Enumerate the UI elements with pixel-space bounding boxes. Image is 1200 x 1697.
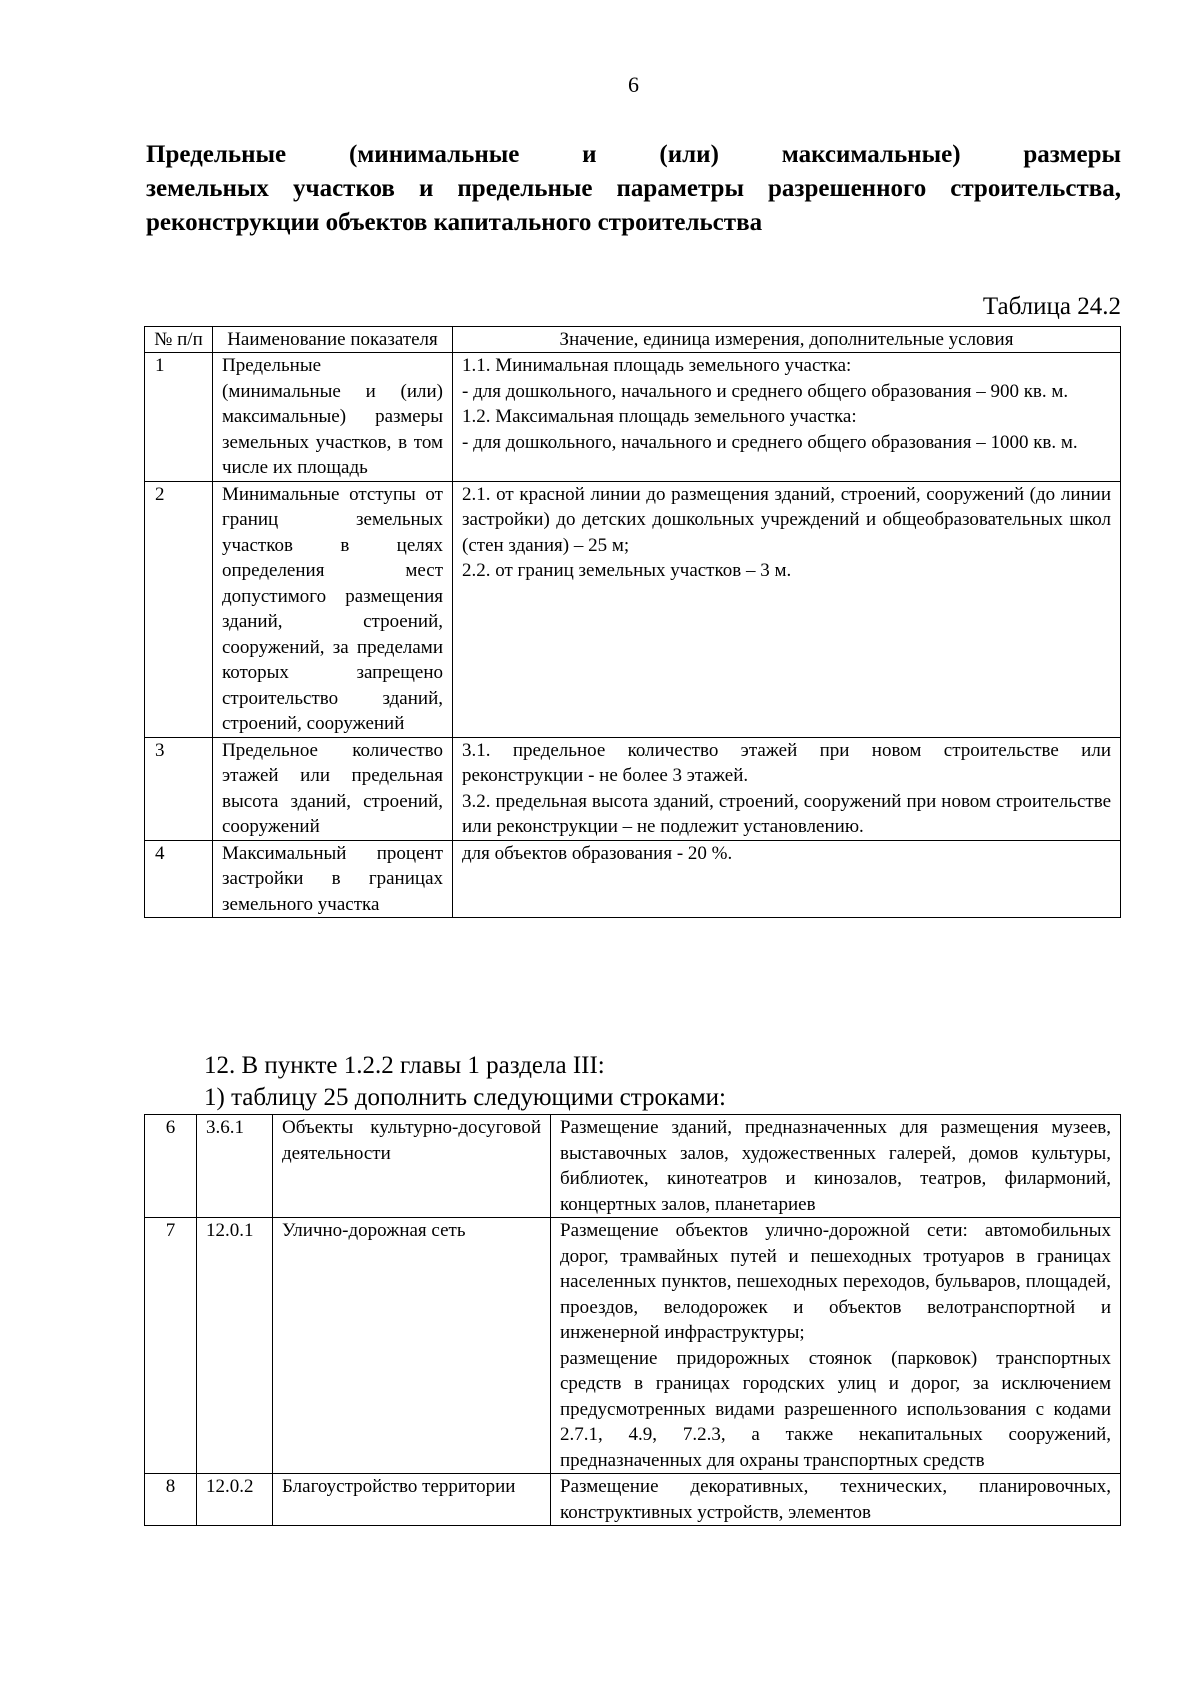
document-heading bbox=[146, 138, 1121, 240]
value-line: 1.2. Максимальная площадь земельного участка: bbox=[462, 406, 857, 427]
row-code: 3.6.1 bbox=[197, 1115, 273, 1218]
value-line: - для дошкольного, начального и среднего общего образования – 1000 кв. м. bbox=[462, 431, 1078, 453]
row-indicator: Максимальный процент застройки в границах земельного участка bbox=[213, 840, 453, 918]
table-25-additions bbox=[144, 1114, 1121, 1526]
row-description bbox=[551, 1115, 1121, 1218]
description-line: Размещение зданий, предназначенных для размещения музеев, выставочных залов, художественных галерей, домов культуры, библиотек, кинотеатров и кинозалов, театров, филармоний, концертных залов, планетариев bbox=[560, 1117, 1111, 1215]
table-24-2 bbox=[144, 326, 1121, 918]
value-line: 3.2. предельная высота зданий, строений, сооружений при новом строительстве или реконструкции – не подлежит установлению. bbox=[462, 790, 1111, 837]
row-indicator: Предельные (минимальные и (или) максимальные) размеры земельных участков, в том числе их площадь bbox=[213, 353, 453, 482]
row-code: 12.0.1 bbox=[197, 1218, 273, 1474]
page-number: 6 bbox=[628, 72, 639, 97]
value-line: - для дошкольного, начального и среднего общего образования – 900 кв. м. bbox=[462, 380, 1069, 402]
row-number: 4 bbox=[145, 840, 213, 918]
value-line: 2.2. от границ земельных участков – 3 м. bbox=[462, 560, 792, 581]
header-number: № п/п bbox=[145, 327, 213, 353]
row-value bbox=[453, 481, 1121, 737]
description-line: размещение придорожных стоянок (парковок) транспортных средств в границах городских улиц и дорог, за исключением предусмотренных видами разрешенного использования с кодами 2.7.1, 4.9, 7.2.3, а также некапитальных сооружений, предназначенных для охраны транспортных средств bbox=[560, 1347, 1111, 1471]
description-line: Размещение декоративных, технических, планировочных, конструктивных устройств, элементов bbox=[560, 1476, 1111, 1523]
row-number: 2 bbox=[145, 481, 213, 737]
table-row bbox=[145, 353, 1121, 482]
row-value bbox=[453, 737, 1121, 840]
row-value bbox=[453, 353, 1121, 482]
row-number: 8 bbox=[145, 1474, 197, 1526]
table-row bbox=[145, 1474, 1121, 1526]
heading-line-1: Предельные (минимальные и (или) максимальные) размеры bbox=[146, 141, 1121, 168]
row-name: Благоустройство территории bbox=[273, 1474, 551, 1526]
value-line: 3.1. предельное количество этажей при новом строительстве или реконструкции - не более 3 этажей. bbox=[462, 739, 1111, 786]
header-indicator: Наименование показателя bbox=[213, 327, 453, 353]
row-code: 12.0.2 bbox=[197, 1474, 273, 1526]
value-line: для объектов образования - 20 %. bbox=[462, 842, 733, 864]
table-header-row bbox=[145, 327, 1121, 353]
description-line: Размещение объектов улично-дорожной сети: автомобильных дорог, трамвайных путей и пешеходных тротуаров в границах населенных пунктов, пешеходных переходов, бульваров, площадей, проездов, велодорожек и объектов велотранспортной и инженерной инфраструктуры; bbox=[560, 1220, 1111, 1343]
table-row bbox=[145, 840, 1121, 918]
heading-rest: земельных участков и предельные параметры разрешенного строительства, реконструкции объектов капитального строительства bbox=[146, 175, 1121, 236]
amendment-line-2: 1) таблицу 25 дополнить следующими строками: bbox=[204, 1084, 726, 1111]
row-indicator: Предельное количество этажей или предельная высота зданий, строений, сооружений bbox=[213, 737, 453, 840]
value-line: 1.1. Минимальная площадь земельного участка: bbox=[462, 355, 852, 376]
table-row bbox=[145, 481, 1121, 737]
table-row bbox=[145, 1218, 1121, 1474]
header-value: Значение, единица измерения, дополнительные условия bbox=[453, 327, 1121, 353]
row-number: 6 bbox=[145, 1115, 197, 1218]
row-name: Улично-дорожная сеть bbox=[273, 1218, 551, 1474]
row-name: Объекты культурно-досуговой деятельности bbox=[273, 1115, 551, 1218]
table-caption: Таблица 24.2 bbox=[982, 293, 1121, 320]
row-indicator: Минимальные отступы от границ земельных участков в целях определения мест допустимого размещения зданий, строений, сооружений, за пределами которых запрещено строительство зданий, строений, сооружений bbox=[213, 481, 453, 737]
row-number: 7 bbox=[145, 1218, 197, 1474]
table-row bbox=[145, 737, 1121, 840]
row-description bbox=[551, 1218, 1121, 1474]
value-line: 2.1. от красной линии до размещения зданий, строений, сооружений (до линии застройки) до детских дошкольных учреждений и общеобразовательных школ (стен здания) – 25 м; bbox=[462, 483, 1111, 556]
amendment-line-1: 12. В пункте 1.2.2 главы 1 раздела III: bbox=[204, 1052, 605, 1079]
row-description bbox=[551, 1474, 1121, 1526]
row-number: 1 bbox=[145, 353, 213, 482]
row-number: 3 bbox=[145, 737, 213, 840]
table-row bbox=[145, 1115, 1121, 1218]
row-value bbox=[453, 840, 1121, 918]
